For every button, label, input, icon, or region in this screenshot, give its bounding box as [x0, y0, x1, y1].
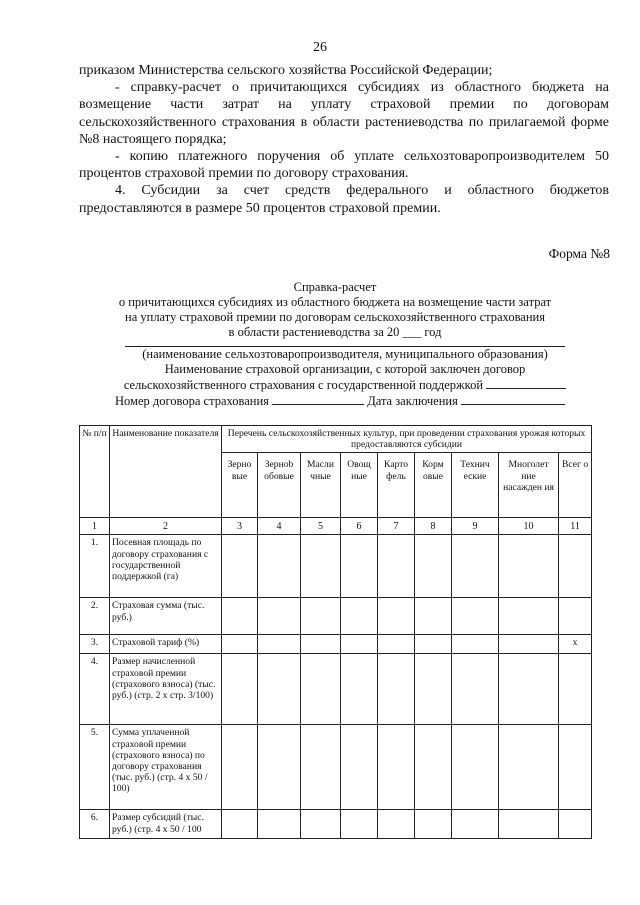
crop-header: Технич еские [452, 453, 499, 518]
data-cell [258, 725, 301, 810]
data-cell [222, 810, 258, 839]
data-cell [452, 535, 499, 598]
data-cell [222, 635, 258, 654]
data-cell [301, 725, 341, 810]
crop-header: Овощ ные [341, 453, 378, 518]
data-cell [499, 598, 559, 635]
paragraph: - справку-расчет о причитающихся субсидиях из областного бюджета на возмещение части затрат на уплату страховой премии по договорам сельскохозяйственного страхования в области растениеводства по прилагаемой форме №8 настоящего порядка; [79, 80, 609, 147]
row-number: 3. [80, 635, 110, 654]
data-cell [258, 598, 301, 635]
data-cell [341, 598, 378, 635]
data-cell [378, 635, 415, 654]
row-label: Размер субсидий (тыс. руб.) (стр. 4 х 50 / 100 [110, 810, 222, 839]
contract-label: Номер договора страхования [115, 394, 269, 408]
row-number: 2. [80, 598, 110, 635]
insurer-label: Наименование страховой организации, с которой заключен договор [164, 362, 526, 376]
data-cell [222, 654, 258, 725]
row-label: Размер начисленной страховой премии (страхового взноса) (тыс. руб.) (стр. 2 х стр. 3/100) [110, 654, 222, 725]
data-cell [452, 635, 499, 654]
col-number: 7 [378, 518, 415, 535]
data-cell [341, 654, 378, 725]
insurer-blank [486, 377, 566, 389]
table-row [80, 725, 592, 810]
row-label: Страховой тариф (%) [110, 635, 222, 654]
col-number: 5 [301, 518, 341, 535]
total-cell [559, 598, 592, 635]
data-cell [222, 535, 258, 598]
crop-header: Зернob обовые [258, 453, 301, 518]
total-cell [559, 725, 592, 810]
data-cell [452, 598, 499, 635]
table-row [80, 654, 592, 725]
row-number: 5. [80, 725, 110, 810]
data-cell [415, 810, 452, 839]
subsidy-table [79, 425, 592, 839]
data-cell [378, 598, 415, 635]
date-label: Дата заключения [367, 394, 458, 408]
header-num: № п/п [80, 426, 110, 518]
data-cell [452, 810, 499, 839]
col-number: 8 [415, 518, 452, 535]
col-number: 4 [258, 518, 301, 535]
data-cell [378, 810, 415, 839]
row-label: Сумма уплаченной страховой премии (страхового взноса) по договору страхования (тыс. руб.) (стр. 4 х 50 / 100) [110, 725, 222, 810]
date-blank [461, 393, 565, 405]
row-label: Страховая сумма (тыс. руб.) [110, 598, 222, 635]
contract-blank [272, 393, 364, 405]
producer-caption: (наименование сельхозтоваропроизводителя, муниципального образования) [142, 347, 548, 361]
data-cell [301, 635, 341, 654]
crop-header: Зерно вые [222, 453, 258, 518]
data-cell [222, 598, 258, 635]
contract-row [115, 393, 585, 409]
data-cell [301, 654, 341, 725]
col-number: 10 [499, 518, 559, 535]
crop-header: Многолет ние насажден ия [499, 453, 559, 518]
row-number: 1. [80, 535, 110, 598]
form-fields [105, 336, 585, 409]
data-cell [341, 725, 378, 810]
form-heading [105, 280, 565, 340]
data-cell [378, 725, 415, 810]
data-cell [499, 635, 559, 654]
data-cell [499, 725, 559, 810]
total-cell: х [559, 635, 592, 654]
table-row [80, 810, 592, 839]
col-number: 1 [80, 518, 110, 535]
data-cell [452, 725, 499, 810]
col-number: 6 [341, 518, 378, 535]
data-cell [415, 654, 452, 725]
data-cell [258, 810, 301, 839]
col-number: 2 [110, 518, 222, 535]
data-cell [499, 810, 559, 839]
data-cell [499, 535, 559, 598]
data-cell [258, 535, 301, 598]
crop-header: Карто фель [378, 453, 415, 518]
row-label: Посевная площадь по договору страхования с государственной поддержкой (га) [110, 535, 222, 598]
row-number: 4. [80, 654, 110, 725]
crop-header: Масли чные [301, 453, 341, 518]
row-number: 6. [80, 810, 110, 839]
paragraph: 4. Субсидии за счет средств федерального и областного бюджетов предоставляются в размере 50 процентов страховой премии. [79, 183, 609, 216]
table-row [80, 598, 592, 635]
data-cell [378, 535, 415, 598]
header-crops-group: Перечень сельскохозяйственных культур, при проведении страхования урожая которых предоставляются субсидии [222, 426, 592, 453]
form-label: Форма №8 [548, 246, 610, 261]
insurer-label-cont [105, 377, 585, 393]
data-cell [258, 635, 301, 654]
data-cell [301, 598, 341, 635]
data-cell [301, 810, 341, 839]
data-cell [341, 810, 378, 839]
data-cell [499, 654, 559, 725]
total-cell [559, 535, 592, 598]
data-cell [341, 635, 378, 654]
body-text [79, 62, 609, 217]
data-cell [415, 725, 452, 810]
col-number: 3 [222, 518, 258, 535]
header-name: Наименование показателя [110, 426, 222, 518]
table-row [80, 635, 592, 654]
total-cell [559, 810, 592, 839]
heading-line: в области растениеводства за 20 ___ год [228, 325, 442, 339]
heading-line: о причитающихся субсидиях из областного бюджета на возмещение части затрат [118, 295, 552, 309]
data-cell [301, 535, 341, 598]
data-cell [415, 635, 452, 654]
page-number: 26 [313, 40, 327, 55]
data-cell [222, 725, 258, 810]
paragraph: - копию платежного поручения об уплате сельхозтоваропроизводителем 50 процентов страховой премии по договору страхования. [79, 149, 609, 182]
total-cell [559, 654, 592, 725]
data-cell [378, 654, 415, 725]
data-cell [415, 598, 452, 635]
col-number: 9 [452, 518, 499, 535]
heading-line: на уплату страховой премии по договорам сельскохозяйственного страхования [125, 310, 545, 324]
paragraph: приказом Министерства сельского хозяйства Российской Федерации; [79, 63, 493, 78]
data-cell [452, 654, 499, 725]
crop-header: Всег о [559, 453, 592, 518]
crop-header: Корм овые [415, 453, 452, 518]
data-cell [415, 535, 452, 598]
data-cell [258, 654, 301, 725]
table-row [80, 535, 592, 598]
heading-title: Справка-расчет [293, 280, 377, 294]
col-number: 11 [559, 518, 592, 535]
insurer-label-text: сельскохозяйственного страхования с государственной поддержкой [123, 378, 484, 392]
data-cell [341, 535, 378, 598]
